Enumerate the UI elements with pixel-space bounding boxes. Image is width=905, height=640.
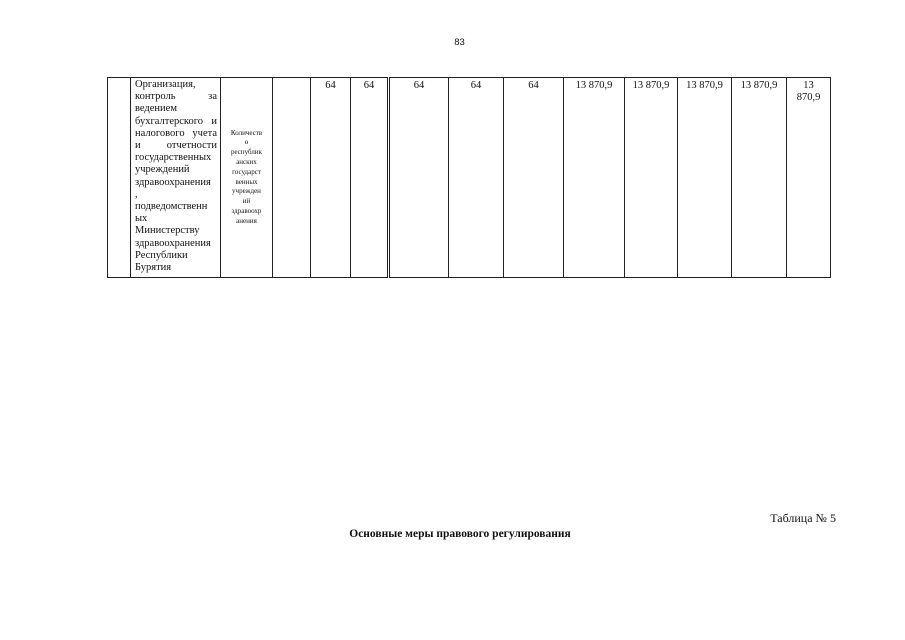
description-line: , xyxy=(135,188,138,200)
indicator-line: государст xyxy=(232,167,261,176)
description-cell xyxy=(131,78,221,278)
description-line: здравоохранения xyxy=(135,176,211,188)
section-title: Основные меры правового регулирования xyxy=(349,528,571,540)
value-cell: 13 870,9 xyxy=(732,78,787,278)
indicator-line: венных xyxy=(235,177,258,186)
indicator-line: о xyxy=(244,138,249,147)
description-line: ых xyxy=(135,213,148,225)
indicator-line: учрежден xyxy=(232,187,261,196)
indicator-line: Количеств xyxy=(230,128,263,137)
value-text: 13 870,9 xyxy=(796,80,821,104)
empty-cell xyxy=(273,78,311,278)
description-line: контроль за xyxy=(135,91,217,103)
value-cell: 64 xyxy=(311,78,351,278)
value-cell: 64 xyxy=(504,78,564,278)
value-cell: 13 870,9 xyxy=(678,78,732,278)
value-cell: 64 xyxy=(351,78,389,278)
indicator-line: анения xyxy=(236,216,257,225)
description-line: учреждений xyxy=(135,164,190,176)
indicator-line: здравоохр xyxy=(231,206,262,215)
table-row xyxy=(108,78,831,278)
description-line: здравоохранения xyxy=(135,237,211,249)
description-line: налогового учета xyxy=(135,127,217,139)
table-number-label: Таблица № 5 xyxy=(770,511,836,525)
data-table xyxy=(107,77,831,278)
description-line: подведомственн xyxy=(135,201,208,213)
page-number: 83 xyxy=(454,37,465,48)
indicator-line: ий xyxy=(242,197,251,206)
description-line: ведением xyxy=(135,103,177,115)
description-line: и отчетности xyxy=(135,140,217,152)
indicator-line: республик xyxy=(230,148,263,157)
indicator-line: анских xyxy=(236,157,257,166)
description-line: Министерству xyxy=(135,225,200,237)
value-cell: 64 xyxy=(449,78,504,278)
value-cell: 13 870,9 xyxy=(625,78,678,278)
indicator-cell xyxy=(221,78,273,278)
value-cell: 13 870,9 xyxy=(564,78,625,278)
description-line: бухгалтерского и xyxy=(135,115,217,127)
value-cell: 64 xyxy=(389,78,449,278)
empty-cell xyxy=(108,78,131,278)
description-line: Республики xyxy=(135,249,188,261)
description-line: Организация, xyxy=(135,79,196,90)
description-line: государственных xyxy=(135,152,212,164)
description-line: Бурятия xyxy=(135,262,172,274)
value-cell xyxy=(787,78,831,278)
